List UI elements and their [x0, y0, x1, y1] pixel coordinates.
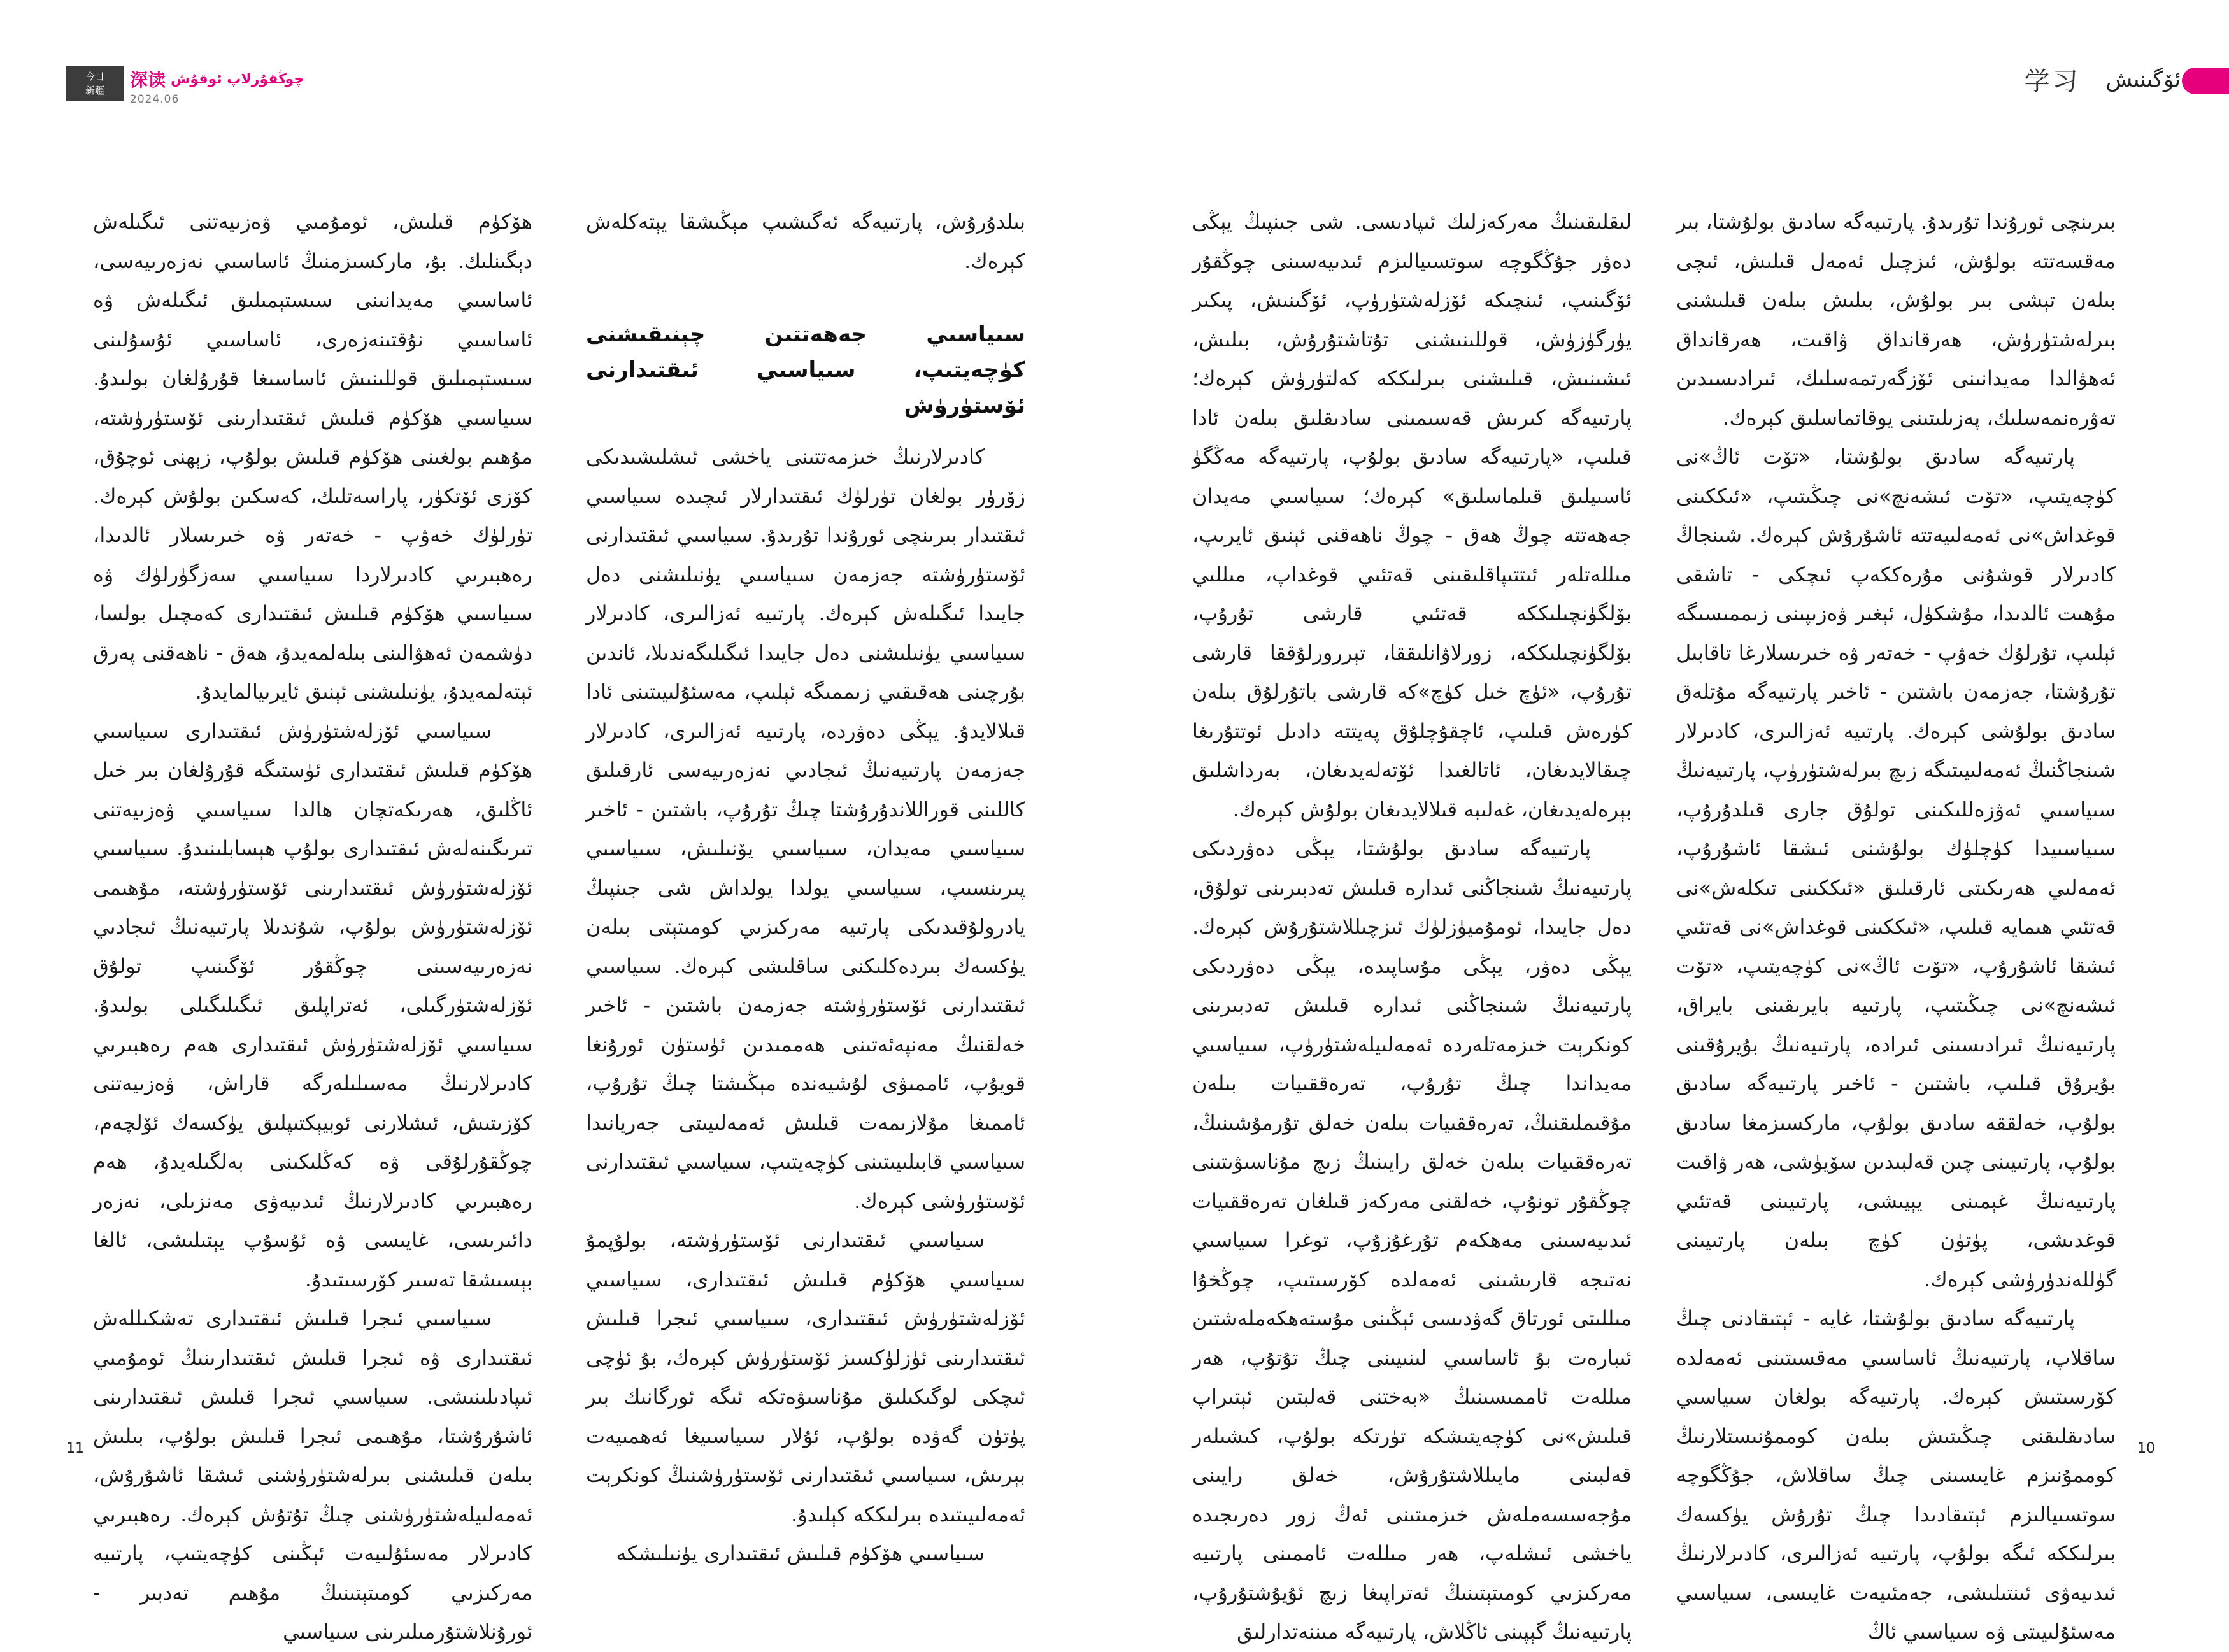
paragraph: بىلدۇرۇش، پارتىيەگە ئەگىشىپ مېڭىشقا يېتەكلەش كېرەك.: [586, 210, 1025, 273]
paragraph: سىياسىي ئىقتىدارنى ئۆستۈرۈشتە، بولۇپمۇ سىياسىي ھۆكۈم قىلىش ئىقتىدارى، سىياسىي ئۆزلەشتۈرۈش ئىقتىدارى، سىياسىي ئىجرا قىلىش ئىقتىدارىنى ئۈزلۈكسىز ئۆستۈرۈش كېرەك، بۇ ئۈچى ئىچكى لوگىكىلىق مۇناسىۋەتكە ئىگە ئورگانىك بىر پۈتۈن گەۋدە بولۇپ، ئۇلار سىياسىيغا ئەھمىيەت بېرىش، سىياسىي ئىقتىدارنى ئۆستۈرۈشنىڭ كونكرېت ئەمەلىيىتىدە بىرلىككە كېلىدۇ.: [586, 1228, 1025, 1527]
paragraph: سىياسىي ھۆكۈم قىلىش ئىقتىدارى يۈنىلىشكە: [616, 1541, 985, 1565]
magazine-header: [66, 66, 304, 106]
page-number: 11: [66, 1441, 84, 1456]
column-left-page-left: [93, 203, 532, 1644]
column-left-page-right: [586, 203, 1025, 1565]
issue-date: 2024.06: [130, 93, 180, 106]
paragraph: كادىرلارنىڭ خىزمەتتىنى ياخشى ئىشلىشىدىكى زۆرۈر بولغان تۈرلۈك ئىقتىدارلار ئىچىدە سىياسىي ئىقتىدار بىرىنچى ئورۇندا تۇرىدۇ. سىياسىي ئىقتىدارنى ئۆستۈرۈشتە جەزمەن سىياسىي يۈنىلىشنى دەل جايىدا ئىگىلەش كېرەك. پارتىيە ئەزالىرى، كادىرلار سىياسىي يۈنىلىشنى دەل جايىدا ئىگىلىگەندىلا، ئاندىن بۇرچىنى ھەقىقىي زىممىگە ئېلىپ، مەسئۇلىيىتىنى ئادا قىلالايدۇ. يېڭى دەۋردە، پارتىيە ئەزالىرى، كادىرلار جەزمەن پارتىيەنىڭ ئىجادىي نەزەرىيەسى ئارقىلىق كاللىنى قوراللاندۇرۇشتا چىڭ تۇرۇپ، باشتىن - ئاخىر سىياسىي مەيدان، سىياسىي يۆنىلىش، سىياسىي پىرىنسىپ، سىياسىي يولدا يولداش شى جىنپىڭ يادرولۇقىدىكى پارتىيە مەركىزىي كومىتېتى بىلەن يۈكسەك بىردەكلىكنى ساقلىشى كېرەك. سىياسىي ئىقتىدارنى ئۆستۈرۈشتە جەزمەن باشتىن - ئاخىر خەلقنىڭ مەنپەئەتىنى ھەممىدىن ئۈستۈن ئورۇنغا قويۇپ، ئاممىۋى لۇشيەندە مېڭىشتا چىڭ تۇرۇپ، ئاممىغا مۇلازىمەت قىلىش ئەمەلىيىتى جەريانىدا سىياسىي قابىلىيىتىنى كۈچەيتىپ، سىياسىي ئىقتىدارنى ئۆستۈرۈشى كېرەك.: [586, 445, 1025, 1213]
series-title: چوڭقۇرلاپ ئوقۇش: [171, 71, 304, 87]
spacer: [586, 281, 1025, 300]
newspaper-logo-icon: [66, 66, 124, 101]
section-heading: سىياسىي جەھەتتىن چېنىقىشنى كۈچەيتىپ، سىياسىي ئىقتىدارنى ئۆستۈرۈش: [586, 322, 1025, 418]
paragraph: بىرىنچى ئورۇندا تۇرىدۇ. پارتىيەگە سادىق بولۇشتا، بىر مەقسەتتە بولۇش، ئىزچىل ئەمەل قىلىش، ئىچى بىلەن تېشى بىر بولۇش، بىلىش بىلەن قىلىشنى بىرلەشتۈرۈش، ھەرقانداق ۋاقىت، ھەرقانداق ئەھۋالدا مەيدانىنى ئۆزگەرتمەسلىك، ئىرادىسىدىن تەۋرەنمەسلىك، پەزىلىتىنى يوقاتماسلىق كېرەك.: [1676, 210, 2116, 430]
paragraph: پارتىيەگە سادىق بولۇشتا، غايە - ئېتىقادنى چىڭ ساقلاپ، پارتىيەنىڭ ئاساسىي مەقسىتىنى ئەمەلدە كۆرسىتىش كېرەك. پارتىيەگە بولغان سىياسىي سادىقلىقنى چىڭىتىش بىلەن كوممۇنىستلارنىڭ كوممۇنىزم غايىسىنى چىڭ ساقلاش، جۇڭگوچە سوتسىيالىزم ئېتىقادىدا چىڭ تۇرۇش يۈكسەك بىرلىككە ئىگە بولۇپ، پارتىيە ئەزالىرى، كادىرلارنىڭ ئىدىيەۋى ئىنتىلىشى، جەمئىيەت غايىسى، سىياسىي مەسئۇلىيىتى ۋە سىياسىي ئاڭ: [1676, 1306, 2116, 1644]
logo-line-1: 今日: [85, 71, 104, 82]
column-right-page-right: [1676, 203, 2116, 1644]
paragraph: سىياسىي ئىجرا قىلىش ئىقتىدارى تەشكىللەش ئىقتىدارى ۋە ئىجرا قىلىش ئىقتىدارىنىڭ ئومۇمىي ئىپادىلىنىشى. سىياسىي ئىجرا قىلىش ئىقتىدارىنى ئاشۇرۇشتا، مۇھىمى ئىجرا قىلىش بولۇپ، بىلىش بىلەن قىلىشنى بىرلەشتۈرۈشنى ئىشقا ئاشۇرۇش، ئەمەلىيلەشتۈرۈشنى چىڭ تۇتۇش كېرەك. رەھبىرىي كادىرلار مەسئۇلىيەت ئېڭىنى كۈچەيتىپ، پارتىيە مەركىزىي كومىتېتىنىڭ مۇھىم تەدبىر - ئورۇنلاشتۇرمىلىرىنى سىياسىي: [93, 1306, 532, 1644]
column-right-page-left: [1192, 203, 1632, 1644]
paragraph: پارتىيەگە سادىق بولۇشتا، يېڭى دەۋردىكى پارتىيەنىڭ شىنجاڭنى ئىدارە قىلىش تەدبىرىنى تولۇق، دەل جايىدا، ئومۇميۈزلۈك ئىزچىللاشتۇرۇش كېرەك. يېڭى دەۋر، يېڭى مۇساپىدە، يېڭى دەۋردىكى پارتىيەنىڭ شىنجاڭنى ئىدارە قىلىش تەدبىرىنى كونكرېت خىزمەتلەردە ئەمەلىيلەشتۈرۈپ، سىياسىي مەيداندا چىڭ تۇرۇپ، تەرەققىيات بىلەن مۇقىملىقنىڭ، تەرەققىيات بىلەن خەلق تۇرمۇشىنىڭ، تەرەققىيات بىلەن خەلق رايىنىڭ زىچ مۇناسىۋىتىنى چوڭقۇر تونۇپ، خەلقنى مەركەز قىلغان تەرەققىيات ئىدىيەسىنى مەھكەم تۇرغۇزۇپ، توغرا سىياسىي نەتىجە قارىشىنى ئەمەلدە كۆرسىتىپ، چوڭخۇا مىللىتى ئورتاق گەۋدىسى ئېڭىنى مۇستەھكەملەشتىن ئىبارەت بۇ ئاساسىي لىنىيىنى چىڭ تۇتۇپ، ھەر مىللەت ئاممىسىنىڭ «بەختنى قەلبتىن ئېتىراپ قىلىش»نى كۈچەيتىشكە تۈرتكە بولۇپ، كىشىلەر قەلبىنى مايىللاشتۇرۇش، خەلق رايىنى مۇجەسسەملەش خىزمىتىنى ئەڭ زور دەرىجىدە ياخشى ئىشلەپ، ھەر مىللەت ئاممىنى پارتىيە مەركىزىي كومىتېتىنىڭ ئەتراپىغا زىچ ئۇيۇشتۇرۇپ، پارتىيەنىڭ گېپىنى ئاڭلاش، پارتىيەگە مىننەتدارلىق: [1192, 836, 1632, 1644]
section-header: [2025, 61, 2181, 97]
paragraph: ھۆكۈم قىلىش، ئومۇمىي ۋەزىيەتنى ئىگىلەش دېگىنلىك. بۇ، ماركسىزمنىڭ ئاساسىي نەزەرىيەسى، ئاساسىي مەيدانىنى سىستېمىلىق ئىگىلەش ۋە ئاساسىي نۇقتىنەزەرى، ئاساسىي ئۇسۇلىنى سىستېمىلىق قوللىنىش ئاساسىغا قۇرۇلغان بولىدۇ. سىياسىي ھۆكۈم قىلىش ئىقتىدارىنى ئۆستۈرۈشتە، مۇھىم بولغىنى ھۆكۈم قىلىش بولۇپ، زېھنى ئوچۇق، كۆزى ئۆتكۈر، پاراسەتلىك، كەسكىن بولۇش كېرەك. تۈرلۈك خەۋپ - خەتەر ۋە خىرىسلار ئالدىدا، رەھبىرىي كادىرلاردا سىياسىي سەزگۈرلۈك ۋە سىياسىي ھۆكۈم قىلىش ئىقتىدارى كەمچىل بولسا، دۈشمەن ئەھۋالىنى بىلەلمەيدۇ، ھەق - ناھەقنى پەرق ئېتەلمەيدۇ، يۈنىلىشنى ئېنىق ئايرىيالمايدۇ.: [93, 210, 532, 704]
paragraph: سىياسىي ئۆزلەشتۈرۈش ئىقتىدارى سىياسىي ھۆكۈم قىلىش ئىقتىدارى ئۈستىگە قۇرۇلغان بىر خىل ئاڭلىق، ھەرىكەتچان ھالدا سىياسىي ۋەزىيەتنى تىرىگىنەلەش ئىقتىدارى بولۇپ ھېسابلىنىدۇ. سىياسىي ئۆزلەشتۈرۈش ئىقتىدارىنى ئۆستۈرۈشتە، مۇھىمى ئۆزلەشتۈرۈش بولۇپ، شۇندىلا پارتىيەنىڭ ئىجادىي نەزەرىيەسىنى چوڭقۇر ئۆگىنىپ تولۇق ئۆزلەشتۈرگىلى، ئەتراپلىق ئىگىلىگىلى بولىدۇ. سىياسىي ئۆزلەشتۈرۈش ئىقتىدارى ھەم رەھبىرىي كادىرلارنىڭ مەسىلىلەرگە قاراش، ۋەزىيەتنى كۆزىتىش، ئىشلارنى ئوبيېكتىپلىق يۈكسەك ئۆلچەم، چوڭقۇرلۇقى ۋە كەڭلىكىنى بەلگىلەيدۇ، ھەم رەھبىرىي كادىرلارنىڭ ئىدىيەۋى مەنزىلى، نەزەر دائىرىسى، غايىسى ۋە ئۇسۇپ يېتىلىشى، ئالغا بېسىشقا تەسىر كۆرسىتىدۇ.: [93, 718, 532, 1292]
section-title-cn: 学习: [2024, 67, 2081, 96]
paragraph: لىقلىقىنىڭ مەركەزلىك ئىپادىسى. شى جىنپىڭ يېڭى دەۋر جۇڭگوچە سوتسىيالىزم ئىدىيەسىنى چوڭقۇر ئۆگىنىپ، ئىنچىكە ئۆزلەشتۈرۈپ، ئۆگىنىش، پىكىر يۈرگۈزۈش، قوللىنىشنى تۇتاشتۇرۇش، بىلىش، ئىشىنىش، قىلىشنى بىرلىككە كەلتۈرۈش كېرەك؛ پارتىيەگە كىرىش قەسىمىنى سادىقلىق بىلەن ئادا قىلىپ، «پارتىيەگە سادىق بولۇپ، پارتىيەگە مەڭگۈ ئاسىيلىق قىلماسلىق» كېرەك؛ سىياسىي مەيدان جەھەتتە چوڭ ھەق - چوڭ ناھەقنى ئېنىق ئايرىپ، مىللەتلەر ئىتتىپاقلىقىنى قەتئىي قوغداپ، مىللىي بۆلگۈنچىلىككە قەتئىي قارشى تۇرۇپ، بۆلگۈنچىلىككە، زورلاۋانلىققا، تېررورلۇققا قارشى تۇرۇپ، «ئۈچ خىل كۈچ»كە قارشى باتۇرلۇق بىلەن كۈرەش قىلىپ، ئاچقۇچلۇق پەيتتە دادىل ئوتتۇرىغا چىقالايدىغان، ئاتالغىدا ئۆتەلەيدىغان، بەرداشلىق بېرەلەيدىغان، غەلىبە قىلالايدىغان بولۇش كېرەك.: [1192, 210, 1632, 822]
header-title-row: [130, 66, 304, 92]
deep-read-label: 深读: [130, 69, 166, 90]
page-number: 10: [2137, 1441, 2155, 1456]
header-text-group: [130, 66, 304, 106]
left-page: [0, 0, 1114, 1644]
logo-line-2: 新疆: [85, 85, 104, 96]
section-title: ئۆگىنىش: [2105, 66, 2181, 92]
pink-tab-marker: [2182, 68, 2229, 94]
paragraph: پارتىيەگە سادىق بولۇشتا، «تۆت ئاڭ»نى كۈچەيتىپ، «تۆت ئىشەنچ»نى چىڭىتىپ، «ئىككىنى قوغداش»نى ئەمەلىيەتتە ئاشۇرۇش كېرەك. شىنجاڭ كادىرلار قوشۇنى مۇرەككەپ ئىچكى - تاشقى مۇھىت ئالدىدا، مۇشكۈل، ئېغىر ۋەزىپىنى زىممىسىگە ئېلىپ، تۇرلۇك خەۋپ - خەتەر ۋە خىرىسلارغا تاقابىل تۇرۇشتا، جەزمەن باشتىن - ئاخىر پارتىيەگە مۇتلەق سادىق بولۇشى كېرەك. پارتىيە ئەزالىرى، كادىرلار شىنجاڭنىڭ ئەمەلىيىتىگە زىچ بىرلەشتۈرۈپ، پارتىيەنىڭ سىياسىي ئەۋزەللىكىنى تولۇق جارى قىلدۇرۇپ، سىياسىيدا كۈچلۈك بولۇشنى ئىشقا ئاشۇرۇپ، ئەمەلىي ھەرىكىتى ئارقىلىق «ئىككىنى تىكلەش»نى قەتئىي ھىمايە قىلىپ، «ئىككىنى قوغداش»نى قەتئىي ئىشقا ئاشۇرۇپ، «تۆت ئاڭ»نى كۈچەيتىپ، «تۆت ئىشەنچ»نى چىڭىتىپ، پارتىيە بايرىقىنى بايراق، پارتىيەنىڭ ئىرادىسىنى ئىرادە، پارتىيەنىڭ بۇيرۇقىنى بۇيرۇق قىلىپ، باشتىن - ئاخىر پارتىيەگە سادىق بولۇپ، خەلققە سادىق بولۇپ، ماركسىزمغا سادىق بولۇپ، پارتىيىنى چىن قەلبىدىن سۆيۈشى، ھەر ۋاقىت پارتىيەنىڭ غېمىنى يېيىشى، پارتىيىنى قەتئىي قوغدىشى، پۈتۈن كۈچ بىلەن پارتىيىنى گۈللەندۈرۈشى كېرەك.: [1676, 445, 2116, 1292]
